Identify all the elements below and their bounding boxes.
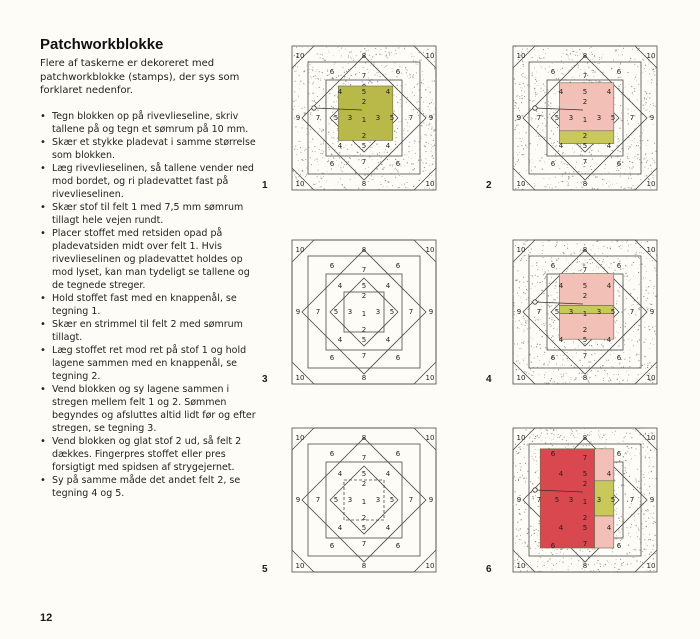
- field-number: 2: [582, 514, 588, 522]
- field-number: 10: [516, 52, 526, 60]
- field-number: 3: [596, 308, 602, 316]
- field-number: 10: [295, 180, 305, 188]
- field-number: 4: [558, 336, 564, 344]
- field-number: 9: [428, 496, 434, 504]
- field-number: 3: [347, 308, 353, 316]
- field-number: 8: [361, 562, 367, 570]
- center-field-number: 1: [361, 310, 367, 318]
- field-number: 5: [610, 496, 616, 504]
- field-number: 2: [582, 292, 588, 300]
- field-number: 4: [337, 470, 343, 478]
- field-number: 6: [395, 68, 401, 76]
- field-number: 7: [315, 496, 321, 504]
- field-number: 4: [606, 88, 612, 96]
- field-number: 3: [347, 114, 353, 122]
- field-number: 9: [516, 114, 522, 122]
- field-number: 10: [646, 52, 656, 60]
- field-number: 4: [385, 88, 391, 96]
- field-number: 7: [361, 540, 367, 548]
- center-field-number: 1: [582, 498, 588, 506]
- patchwork-block-svg: [505, 232, 665, 392]
- center-field-number: 1: [361, 498, 367, 506]
- field-number: 5: [389, 496, 395, 504]
- field-number: 10: [295, 52, 305, 60]
- diagram-figure-4: [505, 232, 665, 392]
- field-number: 5: [361, 88, 367, 96]
- field-number: 5: [582, 524, 588, 532]
- field-number: 4: [337, 88, 343, 96]
- field-number: 6: [550, 450, 556, 458]
- field-number: 6: [616, 160, 622, 168]
- field-number: 6: [616, 262, 622, 270]
- field-number: 2: [582, 480, 588, 488]
- field-number: 10: [295, 246, 305, 254]
- field-number: 5: [389, 114, 395, 122]
- field-number: 5: [554, 308, 560, 316]
- field-number: 4: [385, 336, 391, 344]
- page-number: 12: [40, 612, 53, 624]
- field-number: 5: [610, 114, 616, 122]
- center-field-number: 1: [582, 310, 588, 318]
- field-number: 4: [606, 336, 612, 344]
- field-number: 7: [408, 114, 414, 122]
- field-number: 4: [337, 142, 343, 150]
- field-number: 2: [361, 326, 367, 334]
- field-number: 3: [596, 114, 602, 122]
- field-number: 6: [616, 68, 622, 76]
- diagram-figure-1: [284, 38, 444, 198]
- figure-number: 4: [486, 374, 492, 385]
- intro-paragraph: Flere af taskerne er dekoreret med patchworkblokke (stamps), der sys som forklaret nedenfor.: [40, 58, 240, 96]
- field-number: 8: [361, 52, 367, 60]
- field-number: 7: [582, 540, 588, 548]
- step-item: • Læg rivevlieselinen, så tallene vender ned mod bordet, og ri pladevattet fast på rivevlieselinen.: [40, 162, 262, 201]
- field-number: 6: [616, 542, 622, 550]
- diagram-figure-6: [505, 420, 665, 580]
- field-number: 6: [329, 354, 335, 362]
- field-number: 4: [606, 282, 612, 290]
- center-field-number: 1: [361, 116, 367, 124]
- field-number: 6: [329, 160, 335, 168]
- field-number: 8: [582, 52, 588, 60]
- field-number: 3: [375, 308, 381, 316]
- field-number: 6: [550, 160, 556, 168]
- field-number: 7: [361, 454, 367, 462]
- step-item: • Placer stoffet med retsiden opad på pladevatsiden midt over felt 1. Hvis rivevlieselinen og pladevattet holdes op mod lyset, kan man tydeligt se tallene og de tegnede streger.: [40, 227, 262, 292]
- field-number: 10: [516, 246, 526, 254]
- field-number: 5: [333, 308, 339, 316]
- field-number: 3: [375, 114, 381, 122]
- field-number: 8: [361, 180, 367, 188]
- field-number: 5: [361, 470, 367, 478]
- field-number: 10: [295, 374, 305, 382]
- field-number: 5: [361, 142, 367, 150]
- field-number: 4: [558, 282, 564, 290]
- field-number: 5: [361, 524, 367, 532]
- field-number: 5: [582, 88, 588, 96]
- field-number: 4: [558, 524, 564, 532]
- field-number: 7: [536, 114, 542, 122]
- field-number: 9: [516, 308, 522, 316]
- field-number: 3: [568, 114, 574, 122]
- field-number: 3: [568, 496, 574, 504]
- field-number: 8: [361, 246, 367, 254]
- field-number: 7: [582, 352, 588, 360]
- field-number: 7: [361, 266, 367, 274]
- field-number: 7: [536, 496, 542, 504]
- field-number: 2: [582, 98, 588, 106]
- field-number: 7: [629, 308, 635, 316]
- field-number: 4: [385, 282, 391, 290]
- field-number: 5: [582, 470, 588, 478]
- patchwork-block-svg: [505, 38, 665, 198]
- field-number: 6: [395, 262, 401, 270]
- field-number: 10: [646, 180, 656, 188]
- field-number: 10: [425, 374, 435, 382]
- field-number: 7: [408, 308, 414, 316]
- field-number: 7: [408, 496, 414, 504]
- field-number: 7: [629, 496, 635, 504]
- step-item: • Vend blokken og glat stof 2 ud, så felt 2 dækkes. Fingerpres stoffet eller pres forsigtigt med spidsen af strygejernet.: [40, 435, 262, 474]
- diagram-figure-2: [505, 38, 665, 198]
- field-number: 8: [582, 434, 588, 442]
- field-number: 2: [361, 98, 367, 106]
- diagram-figure-3: [284, 232, 444, 392]
- step-item: • Vend blokken og sy lagene sammen i stregen mellem felt 1 og 2. Sømmen begyndes og afsluttes altid lidt før og efter stregen, se tegning 3.: [40, 383, 262, 435]
- field-number: 7: [582, 454, 588, 462]
- field-number: 10: [516, 374, 526, 382]
- field-number: 4: [385, 470, 391, 478]
- field-number: 6: [616, 354, 622, 362]
- field-number: 5: [554, 114, 560, 122]
- field-number: 10: [295, 562, 305, 570]
- field-number: 7: [629, 114, 635, 122]
- field-number: 7: [582, 158, 588, 166]
- diagram-figure-5: [284, 420, 444, 580]
- field-number: 4: [337, 524, 343, 532]
- field-number: 7: [361, 158, 367, 166]
- field-number: 6: [550, 262, 556, 270]
- field-number: 10: [646, 374, 656, 382]
- steps-list: [40, 110, 262, 500]
- figure-number: 5: [262, 564, 268, 575]
- fabric-piece: [595, 516, 614, 548]
- field-number: 9: [295, 308, 301, 316]
- field-number: 8: [582, 246, 588, 254]
- page-heading: Patchworkblokke: [40, 36, 164, 53]
- field-number: 6: [329, 68, 335, 76]
- field-number: 10: [646, 246, 656, 254]
- field-number: 10: [295, 434, 305, 442]
- field-number: 4: [385, 142, 391, 150]
- step-item: • Skær stof til felt 1 med 7,5 mm sømrum tillagt hele vejen rundt.: [40, 201, 262, 227]
- field-number: 7: [361, 352, 367, 360]
- field-number: 5: [389, 308, 395, 316]
- field-number: 9: [649, 114, 655, 122]
- patchwork-block-svg: [284, 232, 444, 392]
- field-number: 7: [315, 114, 321, 122]
- field-number: 10: [516, 562, 526, 570]
- field-number: 8: [361, 434, 367, 442]
- figure-number: 6: [486, 564, 492, 575]
- field-number: 6: [395, 160, 401, 168]
- field-number: 9: [649, 496, 655, 504]
- field-number: 5: [610, 308, 616, 316]
- field-number: 9: [649, 308, 655, 316]
- field-number: 4: [385, 524, 391, 532]
- field-number: 10: [425, 246, 435, 254]
- field-number: 4: [606, 470, 612, 478]
- field-number: 5: [554, 496, 560, 504]
- field-number: 9: [295, 114, 301, 122]
- field-number: 8: [582, 562, 588, 570]
- patchwork-block-svg: [284, 420, 444, 580]
- field-number: 9: [428, 114, 434, 122]
- field-number: 4: [558, 470, 564, 478]
- field-number: 6: [329, 542, 335, 550]
- field-number: 10: [516, 180, 526, 188]
- figure-number: 2: [486, 180, 492, 191]
- field-number: 4: [606, 142, 612, 150]
- step-item: • Læg stoffet ret mod ret på stof 1 og hold lagene sammen med en knappenål, se tegning 2.: [40, 344, 262, 383]
- field-number: 6: [395, 450, 401, 458]
- field-number: 3: [347, 496, 353, 504]
- field-number: 10: [425, 180, 435, 188]
- field-number: 4: [337, 282, 343, 290]
- instructions-column: [40, 36, 262, 500]
- field-number: 7: [582, 266, 588, 274]
- field-number: 2: [582, 132, 588, 140]
- field-number: 5: [582, 336, 588, 344]
- field-number: 2: [361, 132, 367, 140]
- step-item: • Sy på samme måde det andet felt 2, se tegning 4 og 5.: [40, 474, 262, 500]
- field-number: 6: [550, 68, 556, 76]
- field-number: 4: [337, 336, 343, 344]
- field-number: 5: [333, 114, 339, 122]
- field-number: 9: [295, 496, 301, 504]
- field-number: 10: [425, 52, 435, 60]
- field-number: 6: [329, 262, 335, 270]
- field-number: 8: [582, 374, 588, 382]
- field-number: 9: [516, 496, 522, 504]
- field-number: 4: [558, 142, 564, 150]
- field-number: 5: [333, 496, 339, 504]
- field-number: 5: [361, 336, 367, 344]
- field-number: 8: [361, 374, 367, 382]
- field-number: 10: [425, 562, 435, 570]
- field-number: 6: [329, 450, 335, 458]
- field-number: 4: [558, 88, 564, 96]
- field-number: 8: [582, 180, 588, 188]
- field-number: 5: [361, 282, 367, 290]
- field-number: 6: [550, 542, 556, 550]
- patchwork-block-svg: [505, 420, 665, 580]
- field-number: 7: [582, 72, 588, 80]
- patchwork-block-svg: [284, 38, 444, 198]
- field-number: 3: [568, 308, 574, 316]
- field-number: 5: [582, 282, 588, 290]
- figure-number: 3: [262, 374, 268, 385]
- field-number: 7: [361, 72, 367, 80]
- step-item: • Hold stoffet fast med en knappenål, se tegning 1.: [40, 292, 262, 318]
- field-number: 2: [361, 480, 367, 488]
- field-number: 10: [646, 434, 656, 442]
- step-item: • Skær et stykke pladevat i samme størrelse som blokken.: [40, 136, 262, 162]
- step-item: • Skær en strimmel til felt 2 med sømrum tillagt.: [40, 318, 262, 344]
- field-number: 2: [361, 292, 367, 300]
- field-number: 6: [395, 354, 401, 362]
- field-number: 6: [395, 542, 401, 550]
- field-number: 7: [315, 308, 321, 316]
- field-number: 2: [582, 326, 588, 334]
- field-number: 7: [536, 308, 542, 316]
- field-number: 9: [428, 308, 434, 316]
- field-number: 10: [646, 562, 656, 570]
- field-number: 3: [596, 496, 602, 504]
- field-number: 2: [361, 514, 367, 522]
- field-number: 4: [606, 524, 612, 532]
- center-field-number: 1: [582, 116, 588, 124]
- field-number: 10: [516, 434, 526, 442]
- field-number: 6: [616, 450, 622, 458]
- step-item: • Tegn blokken op på rivevlieseline, skriv tallene på og tegn et sømrum på 10 mm.: [40, 110, 262, 136]
- field-number: 5: [582, 142, 588, 150]
- field-number: 3: [375, 496, 381, 504]
- field-number: 10: [425, 434, 435, 442]
- figure-number: 1: [262, 180, 268, 191]
- field-number: 6: [550, 354, 556, 362]
